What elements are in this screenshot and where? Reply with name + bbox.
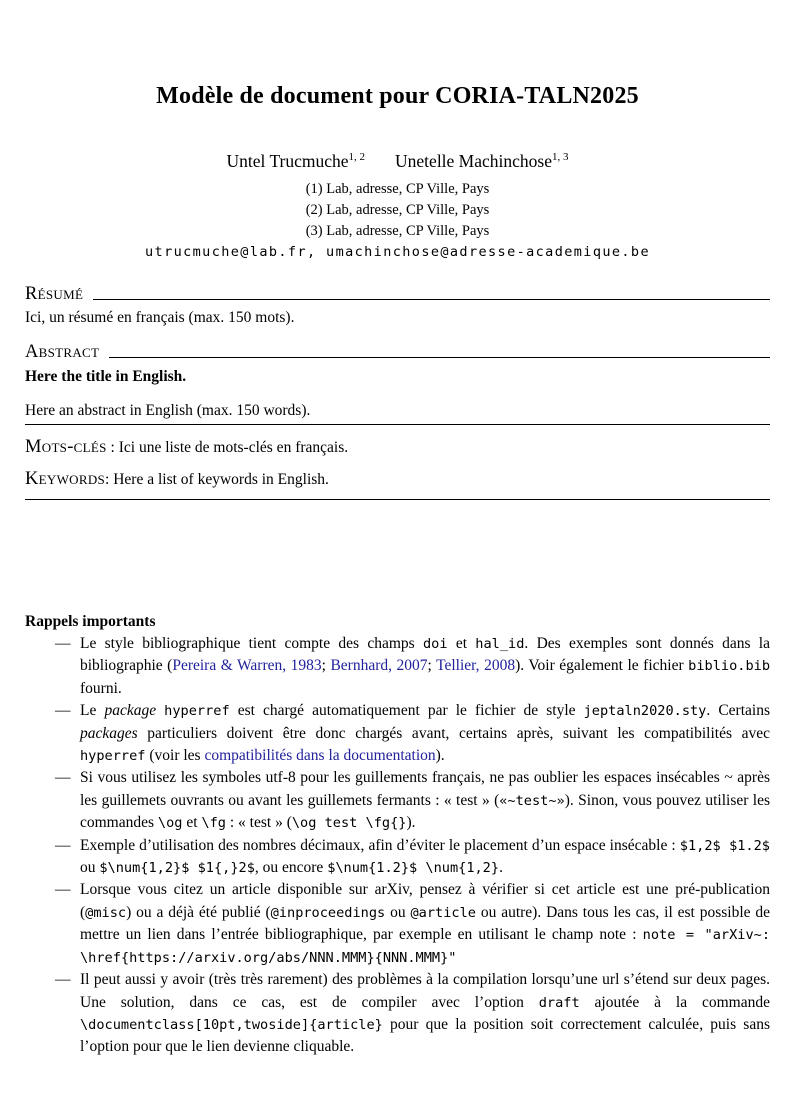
affiliation-1: (1) Lab, adresse, CP Ville, Pays — [305, 181, 490, 197]
author-emails: utrucmuche@lab.fr, umachinchose@adresse-academique.be — [145, 244, 650, 260]
text-segment: @inproceedings — [270, 904, 386, 921]
text-segment: $\num{1,2}$ $1{,}2$ — [99, 860, 255, 877]
text-segment: @article — [410, 904, 476, 921]
text-segment: ou autre). Dans tous les cas, il est possible de mettre un lien dans l’entrée bibliographique, par exemple en utilisant le champ note : — [80, 903, 771, 944]
list-item — [25, 969, 770, 1059]
affiliation-2: (2) Lab, adresse, CP Ville, Pays — [305, 202, 490, 218]
text-segment: , ou encore — [254, 859, 328, 877]
keywords-label: Keywords — [25, 469, 106, 489]
text-segment: @misc — [85, 904, 127, 921]
text-segment: Le — [80, 702, 105, 720]
abstract-label: Abstract — [25, 342, 100, 362]
hyperlink[interactable]: Tellier, 2008 — [436, 657, 516, 675]
author-line — [25, 151, 770, 172]
text-segment: ) ou a déjà été publié ( — [126, 903, 271, 921]
text-segment: hal_id — [475, 636, 525, 652]
motscles-sep: : — [106, 439, 119, 456]
resume-heading — [25, 284, 770, 304]
text-segment: : « test » ( — [225, 814, 292, 832]
text-segment: \og — [157, 815, 183, 832]
text-segment: . Certains — [706, 702, 770, 720]
abstract-heading — [25, 342, 770, 362]
item-dash: — — [55, 836, 71, 854]
item-dash: — — [55, 881, 71, 899]
text-segment: ; — [427, 657, 437, 675]
text-segment: Exemple d’utilisation des nombres décimaux, afin d’éviter le placement d’un espace insécable : — [80, 836, 680, 854]
item-text — [80, 635, 770, 697]
text-segment: Lorsque vous citez un article disponible sur arXiv, pensez à vérifier si cet article est une pré-publication ( — [80, 881, 770, 921]
text-segment: biblio.bib — [688, 658, 770, 675]
hyperlink[interactable]: Bernhard, 2007 — [330, 657, 428, 675]
text-segment: draft — [538, 994, 580, 1011]
hyperlink[interactable]: Pereira & Warren, 1983 — [172, 657, 322, 675]
text-segment: \og test \fg{} — [291, 815, 407, 832]
text-segment: . Des exemples sont donnés dans la bibliographie ( — [80, 635, 770, 675]
text-segment: hyperref — [80, 748, 146, 765]
text-segment: ). — [406, 814, 416, 832]
text-segment: et — [182, 814, 202, 832]
author-2 — [395, 151, 568, 172]
list-item — [25, 835, 770, 880]
keywords-sep: : — [105, 471, 114, 488]
text-segment: et — [447, 635, 476, 652]
abstract-text: Here an abstract in English (max. 150 words). — [25, 400, 770, 425]
text-segment: ajoutée à la commande — [579, 993, 770, 1011]
text-segment: (voir les — [145, 747, 205, 765]
text-segment: fourni. — [80, 679, 122, 697]
author-1-affil-sup: 1, 2 — [348, 151, 366, 164]
text-segment: particuliers doivent être donc chargés avant, certains après, suivant les compatibilités avec — [137, 724, 770, 742]
item-text — [80, 769, 770, 831]
text-segment: . — [499, 859, 503, 877]
text-segment: ). Sinon, vous pouvez utiliser les commandes — [80, 791, 771, 832]
text-segment: \fg — [201, 815, 226, 832]
resume-label: Résumé — [25, 284, 84, 304]
paper-title: Modèle de document pour CORIA-TALN2025 — [156, 83, 639, 109]
item-text — [80, 702, 770, 764]
list-item — [25, 879, 770, 969]
text-segment: Le style bibliographique tient compte des champs — [80, 635, 423, 652]
text-segment: note = "arXiv~: \href{https://arxiv.org/abs/NNN.MMM}{NNN.MMM}" — [80, 927, 771, 966]
item-text — [80, 971, 770, 1055]
text-segment: ou — [385, 903, 411, 921]
item-dash: — — [55, 971, 71, 989]
list-item — [25, 700, 770, 767]
text-segment: packages — [80, 724, 138, 742]
author-2-name: Unetelle Machinchose — [395, 151, 552, 171]
text-segment: Il peut aussi y avoir (très très rarement) des problèmes à la compilation lorsqu’une url s’étend sur deux pages. Une solution, dans ce cas, est de compiler avec l’option — [80, 971, 770, 1011]
motscles-text: Ici une liste de mots-clés en français. — [118, 439, 349, 456]
list-item — [25, 633, 770, 700]
abstract-rule — [109, 357, 770, 358]
motscles-label: Mots-clés — [25, 437, 107, 457]
rappels-heading: Rappels importants — [25, 613, 156, 630]
author-1 — [227, 151, 366, 172]
text-segment: $1,2$ $1.2$ — [679, 837, 770, 854]
resume-rule — [93, 299, 770, 300]
item-dash: — — [55, 635, 71, 652]
text-segment: ou — [80, 859, 100, 877]
text-segment: pour que la position soit correctement calculée, puis sans l’option pour que le lien devienne cliquable. — [80, 1015, 770, 1056]
keywords-line — [25, 468, 770, 500]
text-segment: ). — [435, 747, 445, 765]
text-segment: est chargé automatiquement par le fichier de style — [229, 702, 584, 720]
text-segment: jeptaln2020.sty — [583, 703, 707, 720]
text-segment: hyperref — [164, 703, 230, 720]
resume-text: Ici, un résumé en français (max. 150 mots). — [25, 309, 295, 326]
text-segment: Si vous utilisez les symboles utf-8 pour les guillements français, ne pas oublier les espaces insécables ~ après les guillemets ouvrants ou avant les guillemets fermants : « test » ( — [80, 769, 770, 809]
author-1-name: Untel Trucmuche — [226, 151, 349, 171]
text-segment — [156, 702, 164, 719]
item-text — [80, 837, 770, 876]
rappels-list — [25, 633, 770, 1059]
text-segment: \documentclass[10pt,twoside]{article} — [80, 1016, 383, 1033]
motscles-line — [25, 436, 770, 459]
keywords-text: Here a list of keywords in English. — [113, 471, 329, 488]
text-segment: doi — [422, 636, 448, 652]
author-2-affil-sup: 1, 3 — [551, 151, 569, 164]
text-segment: «~test~» — [499, 792, 565, 809]
list-item — [25, 767, 770, 834]
text-segment: $\num{1.2}$ \num{1,2} — [327, 860, 500, 877]
item-dash: — — [55, 702, 71, 720]
abstract-block — [25, 284, 770, 500]
affiliation-3: (3) Lab, adresse, CP Ville, Pays — [305, 223, 490, 239]
item-text — [80, 881, 770, 965]
affiliations — [25, 179, 770, 242]
english-title: Here the title in English. — [25, 368, 187, 385]
text-segment: ; — [321, 657, 331, 675]
item-dash: — — [55, 769, 71, 787]
text-segment: package — [104, 702, 157, 720]
text-segment: ). Voir également le fichier — [515, 657, 689, 675]
hyperlink[interactable]: compatibilités dans la documentation — [204, 747, 436, 765]
